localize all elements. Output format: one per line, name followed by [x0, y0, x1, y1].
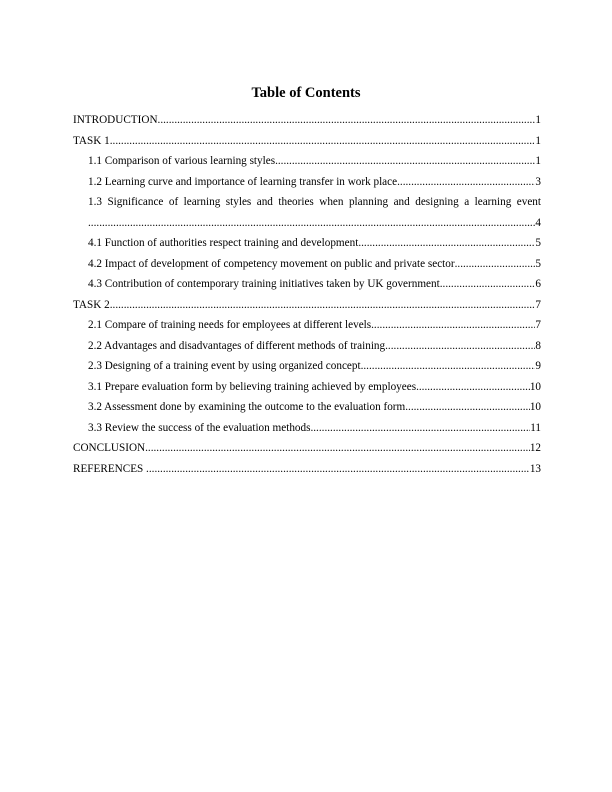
toc-page-number: 7 — [535, 298, 541, 311]
toc-entry-4-1[interactable] — [73, 233, 541, 254]
toc-page-number: 6 — [535, 278, 541, 290]
toc-entry-3-1[interactable] — [73, 377, 541, 398]
toc-entry-1-3[interactable] — [73, 192, 541, 233]
toc-page-number: 3 — [535, 175, 541, 188]
toc-entry-task-2[interactable] — [73, 295, 541, 316]
toc-leader-dots — [385, 336, 535, 357]
toc-entry-label: 2.3 Designing of a training event by using organized concept — [88, 360, 361, 372]
toc-leader-dots — [455, 254, 536, 275]
toc-entry-1-2[interactable] — [73, 172, 541, 193]
toc-page-number: 9 — [535, 360, 541, 372]
toc-page-number: 1 — [535, 114, 541, 126]
toc-entry-label: 3.2 Assessment done by examining the outcome to the evaluation form — [88, 401, 406, 413]
toc-entry-4-3[interactable] — [73, 274, 541, 295]
toc-leader-dots — [110, 131, 536, 152]
toc-page-number: 1 — [535, 155, 541, 167]
toc-entry-2-3[interactable] — [73, 356, 541, 377]
toc-leader-dots — [371, 315, 535, 336]
toc-entry-4-2[interactable] — [73, 254, 541, 275]
toc-page-number: 5 — [535, 257, 541, 270]
toc-entry-2-2[interactable] — [73, 336, 541, 357]
toc-entry-label: 3.3 Review the success of the evaluation methods — [88, 421, 311, 434]
toc-entry-label: 2.2 Advantages and disadvantages of different methods of training — [88, 339, 386, 352]
toc-page-number: 11 — [530, 421, 541, 434]
toc-leader-dots — [361, 356, 536, 377]
toc-leader-dots — [397, 172, 535, 193]
toc-entry-label: 3.1 Prepare evaluation form by believing training achieved by employees — [88, 380, 417, 393]
toc-entry-label: 2.1 Compare of training needs for employees at different levels — [88, 319, 372, 331]
toc-page-number: 8 — [535, 339, 541, 352]
toc-page-number: 7 — [535, 319, 541, 331]
toc-leader-dots — [275, 151, 535, 172]
toc-entry-3-2[interactable] — [73, 397, 541, 418]
toc-page-number: 13 — [529, 462, 541, 475]
toc-entry-label: TASK 1 — [73, 134, 110, 147]
toc-entry-label: TASK 2 — [73, 298, 110, 311]
toc-entry-label: 1.1 Comparison of various learning styles — [88, 155, 276, 167]
toc-entry-task-1[interactable] — [73, 131, 541, 152]
toc-leader-dots — [88, 213, 535, 234]
toc-entry-3-3[interactable] — [73, 418, 541, 439]
toc-entry-references[interactable] — [73, 459, 541, 480]
toc-entry-label: 1.3 Significance of learning styles and theories when planning and designing a learning event — [88, 196, 541, 208]
toc-entry-introduction[interactable] — [73, 110, 541, 131]
toc-entry-label: CONCLUSION — [73, 442, 146, 454]
toc-page-number: 5 — [535, 237, 541, 249]
toc-entry-2-1[interactable] — [73, 315, 541, 336]
toc-leader-dots — [158, 110, 536, 131]
toc-page-number: 1 — [535, 134, 541, 147]
toc-leader-dots — [110, 295, 536, 316]
toc-entry-label: 4.3 Contribution of contemporary training initiatives taken by UK government — [88, 278, 440, 290]
toc-leader-dots — [358, 233, 535, 254]
toc-entry-label: 4.2 Impact of development of competency movement on public and private sector — [88, 257, 455, 270]
toc-leader-dots — [310, 418, 530, 439]
toc-entry-label: INTRODUCTION — [73, 114, 158, 126]
toc-leader-dots — [416, 377, 530, 398]
toc-entry-label: 4.1 Function of authorities respect training and development — [88, 237, 359, 249]
toc-leader-dots — [146, 459, 530, 480]
toc-entry-label: REFERENCES — [73, 462, 147, 475]
table-of-contents — [73, 110, 541, 479]
toc-entry-conclusion[interactable] — [73, 438, 541, 459]
toc-leader-dots — [440, 274, 536, 295]
toc-entry-1-1[interactable] — [73, 151, 541, 172]
toc-page-number: 10 — [529, 401, 541, 413]
toc-page-number: 10 — [529, 380, 541, 393]
toc-leader-dots — [405, 397, 530, 418]
toc-entry-label: 1.2 Learning curve and importance of learning transfer in work place — [88, 175, 398, 188]
toc-leader-dots — [145, 438, 530, 459]
toc-page-number: 4 — [535, 216, 541, 229]
toc-page-number: 12 — [529, 442, 541, 454]
toc-title: Table of Contents — [251, 85, 361, 101]
